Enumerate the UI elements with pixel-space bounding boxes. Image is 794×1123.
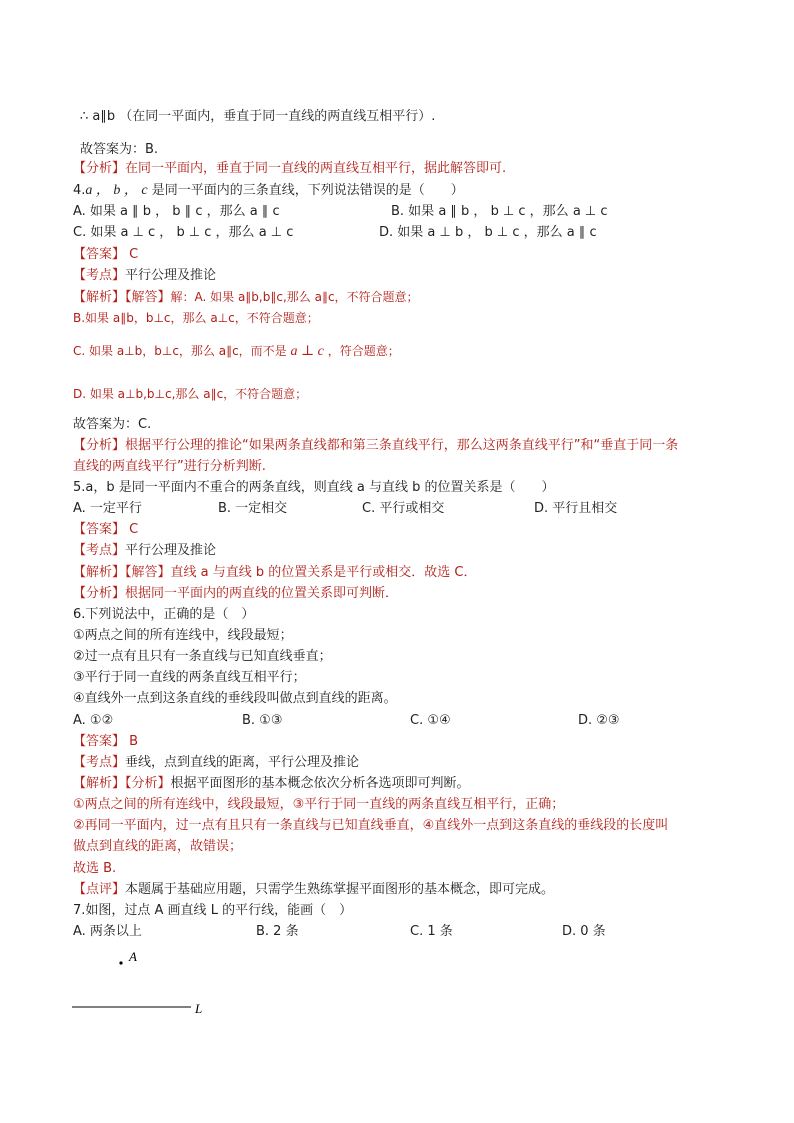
- q4-knowledge-point: [73, 267, 216, 285]
- q4-solution-a: [73, 288, 419, 307]
- sol-text: 解：A. 如果 a∥b,b∥c,那么 a∥c，不符合题意；: [170, 290, 419, 304]
- q4-analysis-2: 直线的两直线平行”进行分析判断.: [73, 459, 266, 474]
- answer-value: B: [129, 734, 139, 749]
- q6-solution: [73, 775, 470, 793]
- q4-answer-line: 故答案为：C.: [73, 417, 152, 432]
- q4-answer: [73, 246, 138, 264]
- q6-option-a: A. ①②: [73, 713, 114, 728]
- sol-tag: 【解析】【分析】: [73, 776, 171, 791]
- q6-option-b: B. ①③: [242, 713, 283, 728]
- q6-comment: [73, 881, 554, 899]
- sol-tag: 【解析】【解答】: [73, 565, 171, 580]
- q5-stem: 5.a，b 是同一平面内不重合的两条直线，则直线 a 与直线 b 的位置关系是（ ）: [73, 480, 555, 495]
- q6-statement-2: ②过一点有且只有一条直线与已知直线垂直；: [73, 649, 332, 664]
- q7-option-a: A. 两条以上: [73, 924, 142, 939]
- q6-explain-1: ①两点之间的所有连线中，线段最短，③平行于同一直线的两条直线互相平行，正确；: [73, 797, 565, 812]
- q7-option-d: D. 0 条: [562, 924, 606, 939]
- sol-c-math: a ⊥ c: [290, 344, 324, 359]
- answer-value: C: [129, 247, 139, 262]
- sol-tag: 【解析】【解答】: [73, 290, 171, 305]
- q4-solution-b: B.如果 a∥b，b⊥c，那么 a⊥c，不符合题意；: [73, 311, 319, 325]
- sol-c-post: ，符合题意；: [327, 344, 400, 358]
- analysis-tag: 【分析】: [73, 586, 126, 601]
- q6-explain-3: 做点到直线的距离，故错误；: [73, 839, 243, 854]
- figure-point-and-line: [60, 945, 230, 1025]
- point-a-label: A: [129, 949, 137, 964]
- q5-option-d: D. 平行且相交: [534, 501, 618, 516]
- q4-stem: [73, 182, 464, 200]
- q4-option-a: A. 如果 a ∥ b ， b ∥ c ，那么 a ∥ c: [73, 204, 280, 219]
- kp-tag: 【考点】: [73, 268, 126, 283]
- answer-value: C: [129, 522, 139, 537]
- kp-text: 平行公理及推论: [125, 543, 217, 558]
- q7-option-c: C. 1 条: [410, 924, 453, 939]
- q4-analysis-1: [73, 437, 678, 455]
- q5-option-c: C. 平行或相交: [362, 501, 445, 516]
- sol-c-pre: C. 如果 a⊥b，b⊥c，那么 a∥c，而不是: [73, 344, 287, 358]
- analysis-tag: 【分析】: [73, 438, 126, 453]
- sol-text: 根据平面图形的基本概念依次分析各选项即可判断。: [170, 776, 470, 791]
- q6-choose: 故选 B.: [73, 861, 117, 876]
- q4-option-d: D. 如果 a ⊥ b ， b ⊥ c ，那么 a ∥ c: [379, 225, 597, 240]
- q6-statement-3: ③平行于同一直线的两条直线互相平行；: [73, 670, 306, 685]
- analysis-text: 根据同一平面内的两直线的位置关系即可判断．: [125, 586, 399, 601]
- q7-option-b: B. 2 条: [256, 924, 299, 939]
- kp-tag: 【考点】: [73, 543, 126, 558]
- q4-stem-vars: a ， b ， c: [85, 183, 148, 198]
- kp-text: 垂线，点到直线的距离，平行公理及推论: [125, 755, 360, 770]
- answer-tag: 【答案】: [73, 522, 126, 537]
- q4-option-c: C. 如果 a ⊥ c ， b ⊥ c ，那么 a ⊥ c: [73, 225, 294, 240]
- q5-analysis: [73, 585, 398, 603]
- answer-line: 故答案为：B.: [80, 142, 159, 157]
- kp-tag: 【考点】: [73, 755, 126, 770]
- q6-explain-2: ②再同一平面内，过一点有且只有一条直线与已知直线垂直，④直线外一点到这条直线的垂线段的长度叫: [73, 818, 669, 833]
- q4-solution-c: [73, 342, 400, 361]
- q4-solution-d: D. 如果 a⊥b,b⊥c,那么 a∥c，不符合题意；: [73, 387, 308, 401]
- line-l-label: L: [195, 1001, 203, 1016]
- analysis-text: 在同一平面内，垂直于同一直线的两直线互相平行，据此解答即可.: [125, 161, 507, 176]
- q4-option-b: B. 如果 a ∥ b ， b ⊥ c ，那么 a ⊥ c: [391, 204, 608, 219]
- q4-stem-text: 是同一平面内的三条直线，下列说法错误的是（ ）: [151, 183, 464, 198]
- q5-solution: [73, 564, 476, 582]
- sol-text: 直线 a 与直线 b 的位置关系是平行或相交．故选 C．: [170, 565, 477, 580]
- q6-option-c: C. ①④: [410, 713, 451, 728]
- conclusion-line: ∴ a∥b （在同一平面内，垂直于同一直线的两直线互相平行）.: [80, 109, 436, 124]
- q7-stem: 7.如图，过点 A 画直线 L 的平行线，能画（ ）: [73, 903, 353, 918]
- kp-text: 平行公理及推论: [125, 268, 217, 283]
- answer-tag: 【答案】: [73, 734, 126, 749]
- comment-tag: 【点评】: [73, 882, 126, 897]
- q5-answer: [73, 521, 138, 539]
- comment-text: 本题属于基础应用题，只需学生熟练掌握平面图形的基本概念，即可完成。: [125, 882, 555, 897]
- q6-statement-1: ①两点之间的所有连线中，线段最短；: [73, 628, 293, 643]
- q6-option-d: D. ②③: [578, 713, 620, 728]
- analysis-text: 根据平行公理的推论“如果两条直线都和第三条直线平行，那么这两条直线平行”和“垂直于同一条: [125, 438, 679, 453]
- q6-stem: 6.下列说法中，正确的是（ ）: [73, 607, 255, 622]
- analysis-line: [73, 160, 506, 178]
- q6-statement-4: ④直线外一点到这条直线的垂线段叫做点到直线的距离。: [73, 691, 397, 706]
- answer-tag: 【答案】: [73, 247, 126, 262]
- q5-option-b: B. 一定相交: [218, 501, 288, 516]
- q6-knowledge-point: [73, 754, 359, 772]
- q6-answer: [73, 733, 138, 751]
- q5-knowledge-point: [73, 542, 216, 560]
- q4-stem-num: 4.: [73, 183, 86, 198]
- point-a: [119, 961, 122, 964]
- q5-option-a: A. 一定平行: [73, 501, 142, 516]
- analysis-tag: 【分析】: [73, 161, 126, 176]
